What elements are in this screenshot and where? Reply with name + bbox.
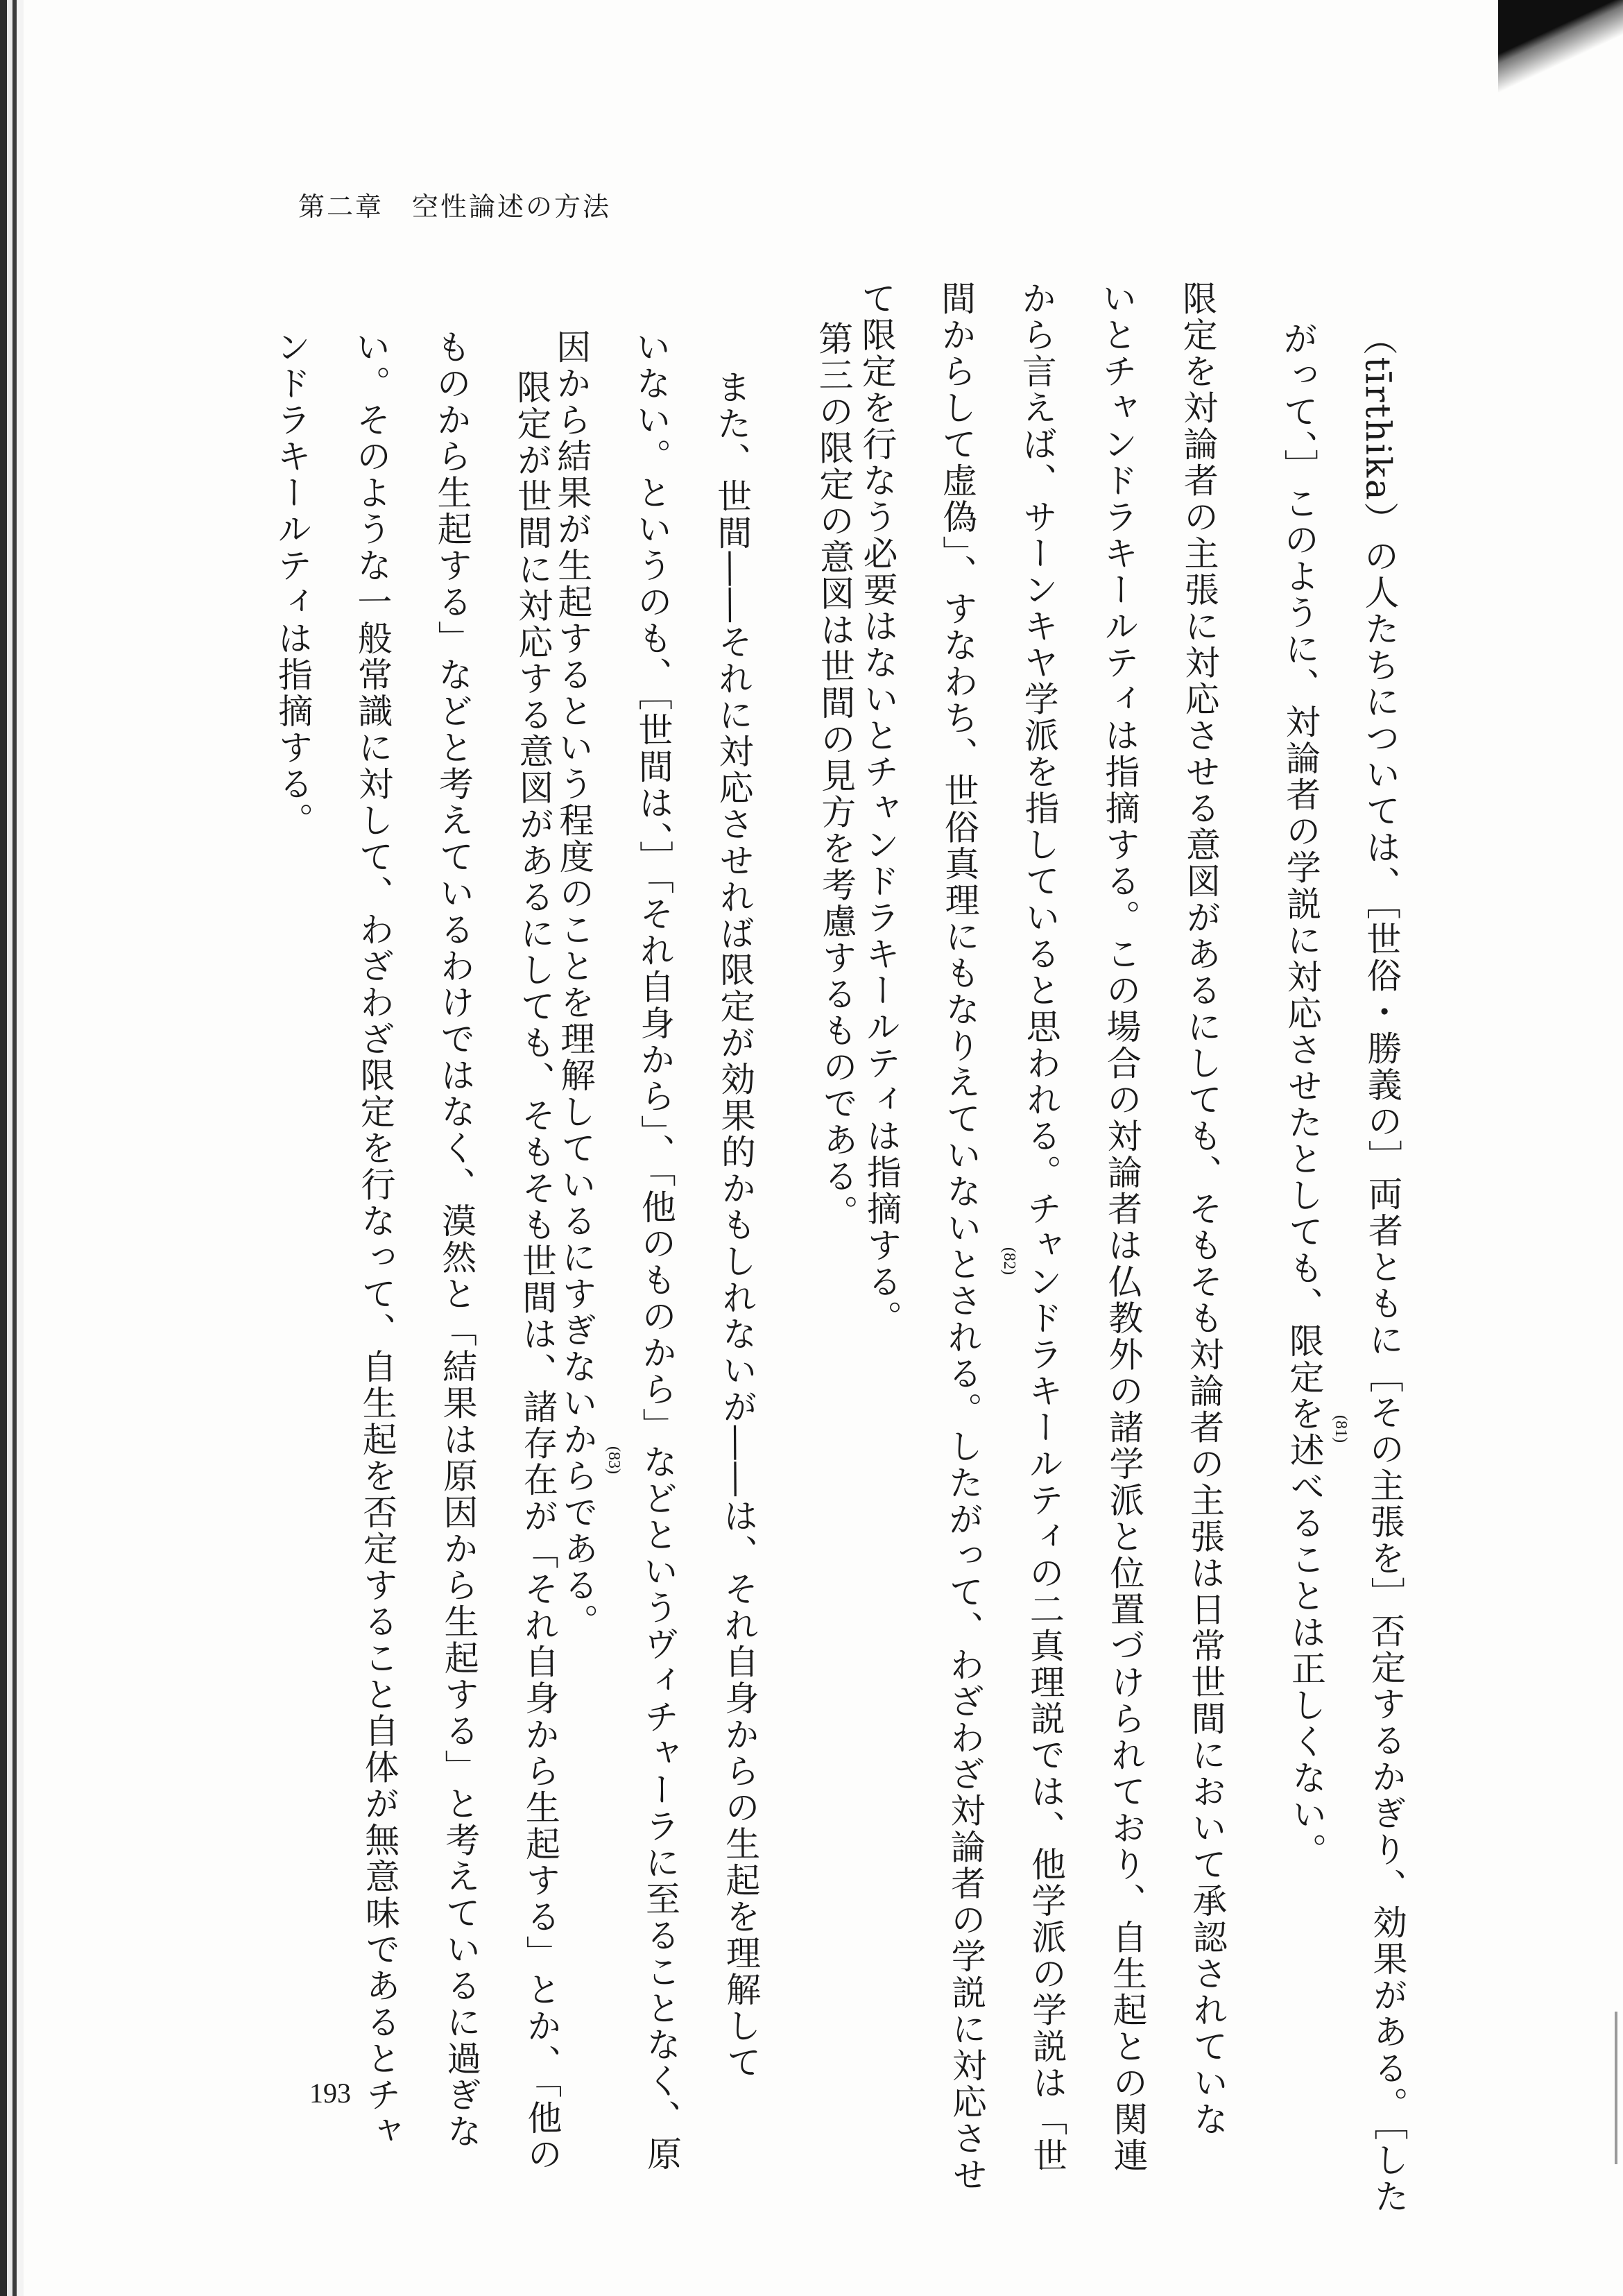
text-column: ンドラキールティは指摘する。 <box>270 329 314 839</box>
text-column: がって、］このように、対論者の学説に対応させたとしても、限定を述べることは正しくない。 <box>1278 320 1328 1869</box>
text-column: ものから生起する」などと考えているわけではなく、漠然と「結果は原因から生起する」と考えているに過ぎな <box>431 329 483 2150</box>
footnote-marker: (82) <box>1000 1247 1018 1275</box>
text-column: 因から結果が生起するという程度のことを理解しているにすぎないからである。 <box>551 329 599 1640</box>
scan-corner-shadow <box>1498 0 1623 111</box>
text-column: 間からして虚偽」、すなわち、世俗真理にもなりえていないとされる。したがって、わざわざ対論者の学説に対応させ <box>936 280 988 2193</box>
text-column: いとチャンドラキールティは指摘する。この場合の対論者は仏教外の諸学派と位置づけられており、自生起との関連 <box>1097 280 1149 2175</box>
text-column: 限定が世間に対応する意図があるにしても、そもそも世間は、諸存在が「それ自身から生起する」とか、「他の <box>511 369 563 2173</box>
text-column: 限定を対論者の主張に対応させる意図があるにしても、そもそも対論者の主張は日常世間において承認されていな <box>1177 280 1229 2138</box>
text-column: から言えば、サーンキヤ学派を指していると思われる。チャンドラキールティの二真理説では、他学派の学説は「世 <box>1016 280 1068 2175</box>
footnote-marker: (81) <box>1332 1415 1350 1443</box>
scan-edge-mark <box>1615 2012 1617 2164</box>
scan-binding-shadow <box>0 0 24 2296</box>
footnote-marker: (83) <box>605 1446 623 1474</box>
page-number: 193 <box>309 2077 351 2109</box>
text-column: い。そのような一般常識に対して、わざわざ限定を行なって、自生起を否定すること自体が無意味であるとチャ <box>350 329 402 2150</box>
text-column: また、世間――それに対応させれば限定が効果的かもしれないが――は、それ自身からの生起を理解して <box>711 369 762 2081</box>
text-column: 第三の限定の意図は世間の見方を考慮するものである。 <box>813 320 859 1231</box>
text-column: いない。というのも、［世間は、］「それ自身から」、「他のものから」などというヴィチャーラに至ることなく、原 <box>630 329 682 2173</box>
text-column: て限定を行なう必要はないとチャンドラキールティは指摘する。 <box>856 280 903 1337</box>
running-head: 第二章 空性論述の方法 <box>298 191 612 222</box>
text-column: （tīrthika）の人たちについては、［世俗・勝義の］両者ともに［その主張を］否定するかぎり、効果がある。［した <box>1357 320 1409 2216</box>
